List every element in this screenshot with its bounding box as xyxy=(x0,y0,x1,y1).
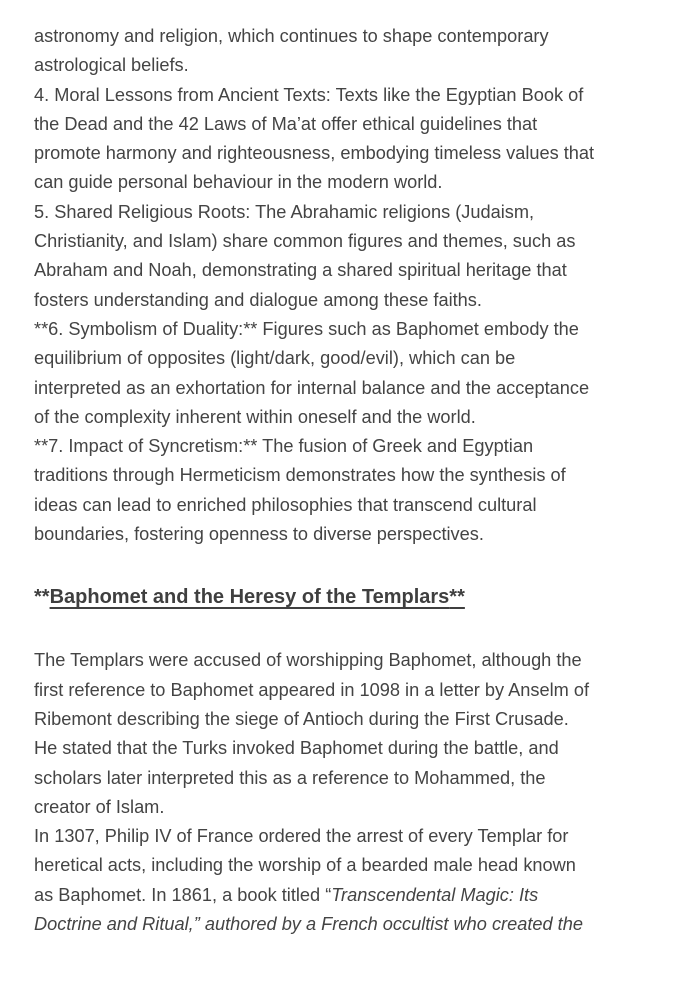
text-line xyxy=(34,881,674,910)
text-line: traditions through Hermeticism demonstrates how the synthesis of xyxy=(34,465,566,486)
text-line: ideas can lead to enriched philosophies that transcend cultural xyxy=(34,494,537,515)
text-line: interpreted as an exhortation for internal balance and the acceptance xyxy=(34,377,590,398)
document-page xyxy=(34,22,674,939)
templars-paragraph-2 xyxy=(34,822,674,939)
point-4 xyxy=(34,81,674,198)
text-line: can guide personal behaviour in the modern world. xyxy=(34,172,443,193)
point-7 xyxy=(34,432,674,549)
text-line: astronomy and religion, which continues to shape contemporary xyxy=(34,26,549,46)
text-line: heretical acts, including the worship of a bearded male head known xyxy=(34,855,576,876)
point-6 xyxy=(34,315,674,432)
text-line: He stated that the Turks invoked Baphomet during the battle, and xyxy=(34,738,559,759)
heading-prefix: ** xyxy=(34,586,50,609)
text-line: Christianity, and Islam) share common figures and themes, such as xyxy=(34,231,576,252)
text-line: Ribemont describing the siege of Antioch during the First Crusade. xyxy=(34,708,569,729)
text-line: **7. Impact of Syncretism:** The fusion of Greek and Egyptian xyxy=(34,436,534,457)
heading-suffix: ** xyxy=(449,586,465,609)
text-line: fosters understanding and dialogue among these faiths. xyxy=(34,289,482,310)
templars-paragraph-1 xyxy=(34,646,674,822)
text-line: In 1307, Philip IV of France ordered the arrest of every Templar for xyxy=(34,826,569,847)
text-line: creator of Islam. xyxy=(34,796,165,817)
text-line: 4. Moral Lessons from Ancient Texts: Texts like the Egyptian Book of xyxy=(34,84,584,105)
text-line: scholars later interpreted this as a reference to Mohammed, the xyxy=(34,767,546,788)
point-5 xyxy=(34,198,674,315)
book-title-italic: Transcendental Magic: Its xyxy=(331,884,539,905)
text-line: **6. Symbolism of Duality:** Figures such as Baphomet embody the xyxy=(34,318,579,339)
heading-title: Baphomet and the Heresy of the Templars xyxy=(49,586,450,609)
text-line: the Dead and the 42 Laws of Ma’at offer ethical guidelines that xyxy=(34,113,538,134)
text-line: of the complexity inherent within oneself and the world. xyxy=(34,406,476,427)
intro-paragraph xyxy=(34,22,674,81)
text-line: 5. Shared Religious Roots: The Abrahamic religions (Judaism, xyxy=(34,201,535,222)
text-line: promote harmony and righteousness, embodying timeless values that xyxy=(34,143,595,164)
text-plain: as Baphomet. In 1861, a book titled “ xyxy=(34,884,332,905)
text-line: equilibrium of opposites (light/dark, good/evil), which can be xyxy=(34,348,516,369)
section-heading xyxy=(34,583,674,612)
text-line-italic: Doctrine and Ritual,” authored by a French occultist who created the xyxy=(34,914,583,935)
text-line: Abraham and Noah, demonstrating a shared spiritual heritage that xyxy=(34,260,567,281)
text-line: first reference to Baphomet appeared in 1098 in a letter by Anselm of xyxy=(34,679,590,700)
text-line: astrological beliefs. xyxy=(34,55,189,76)
text-line: The Templars were accused of worshipping Baphomet, although the xyxy=(34,650,582,671)
text-line: boundaries, fostering openness to diverse perspectives. xyxy=(34,524,484,545)
